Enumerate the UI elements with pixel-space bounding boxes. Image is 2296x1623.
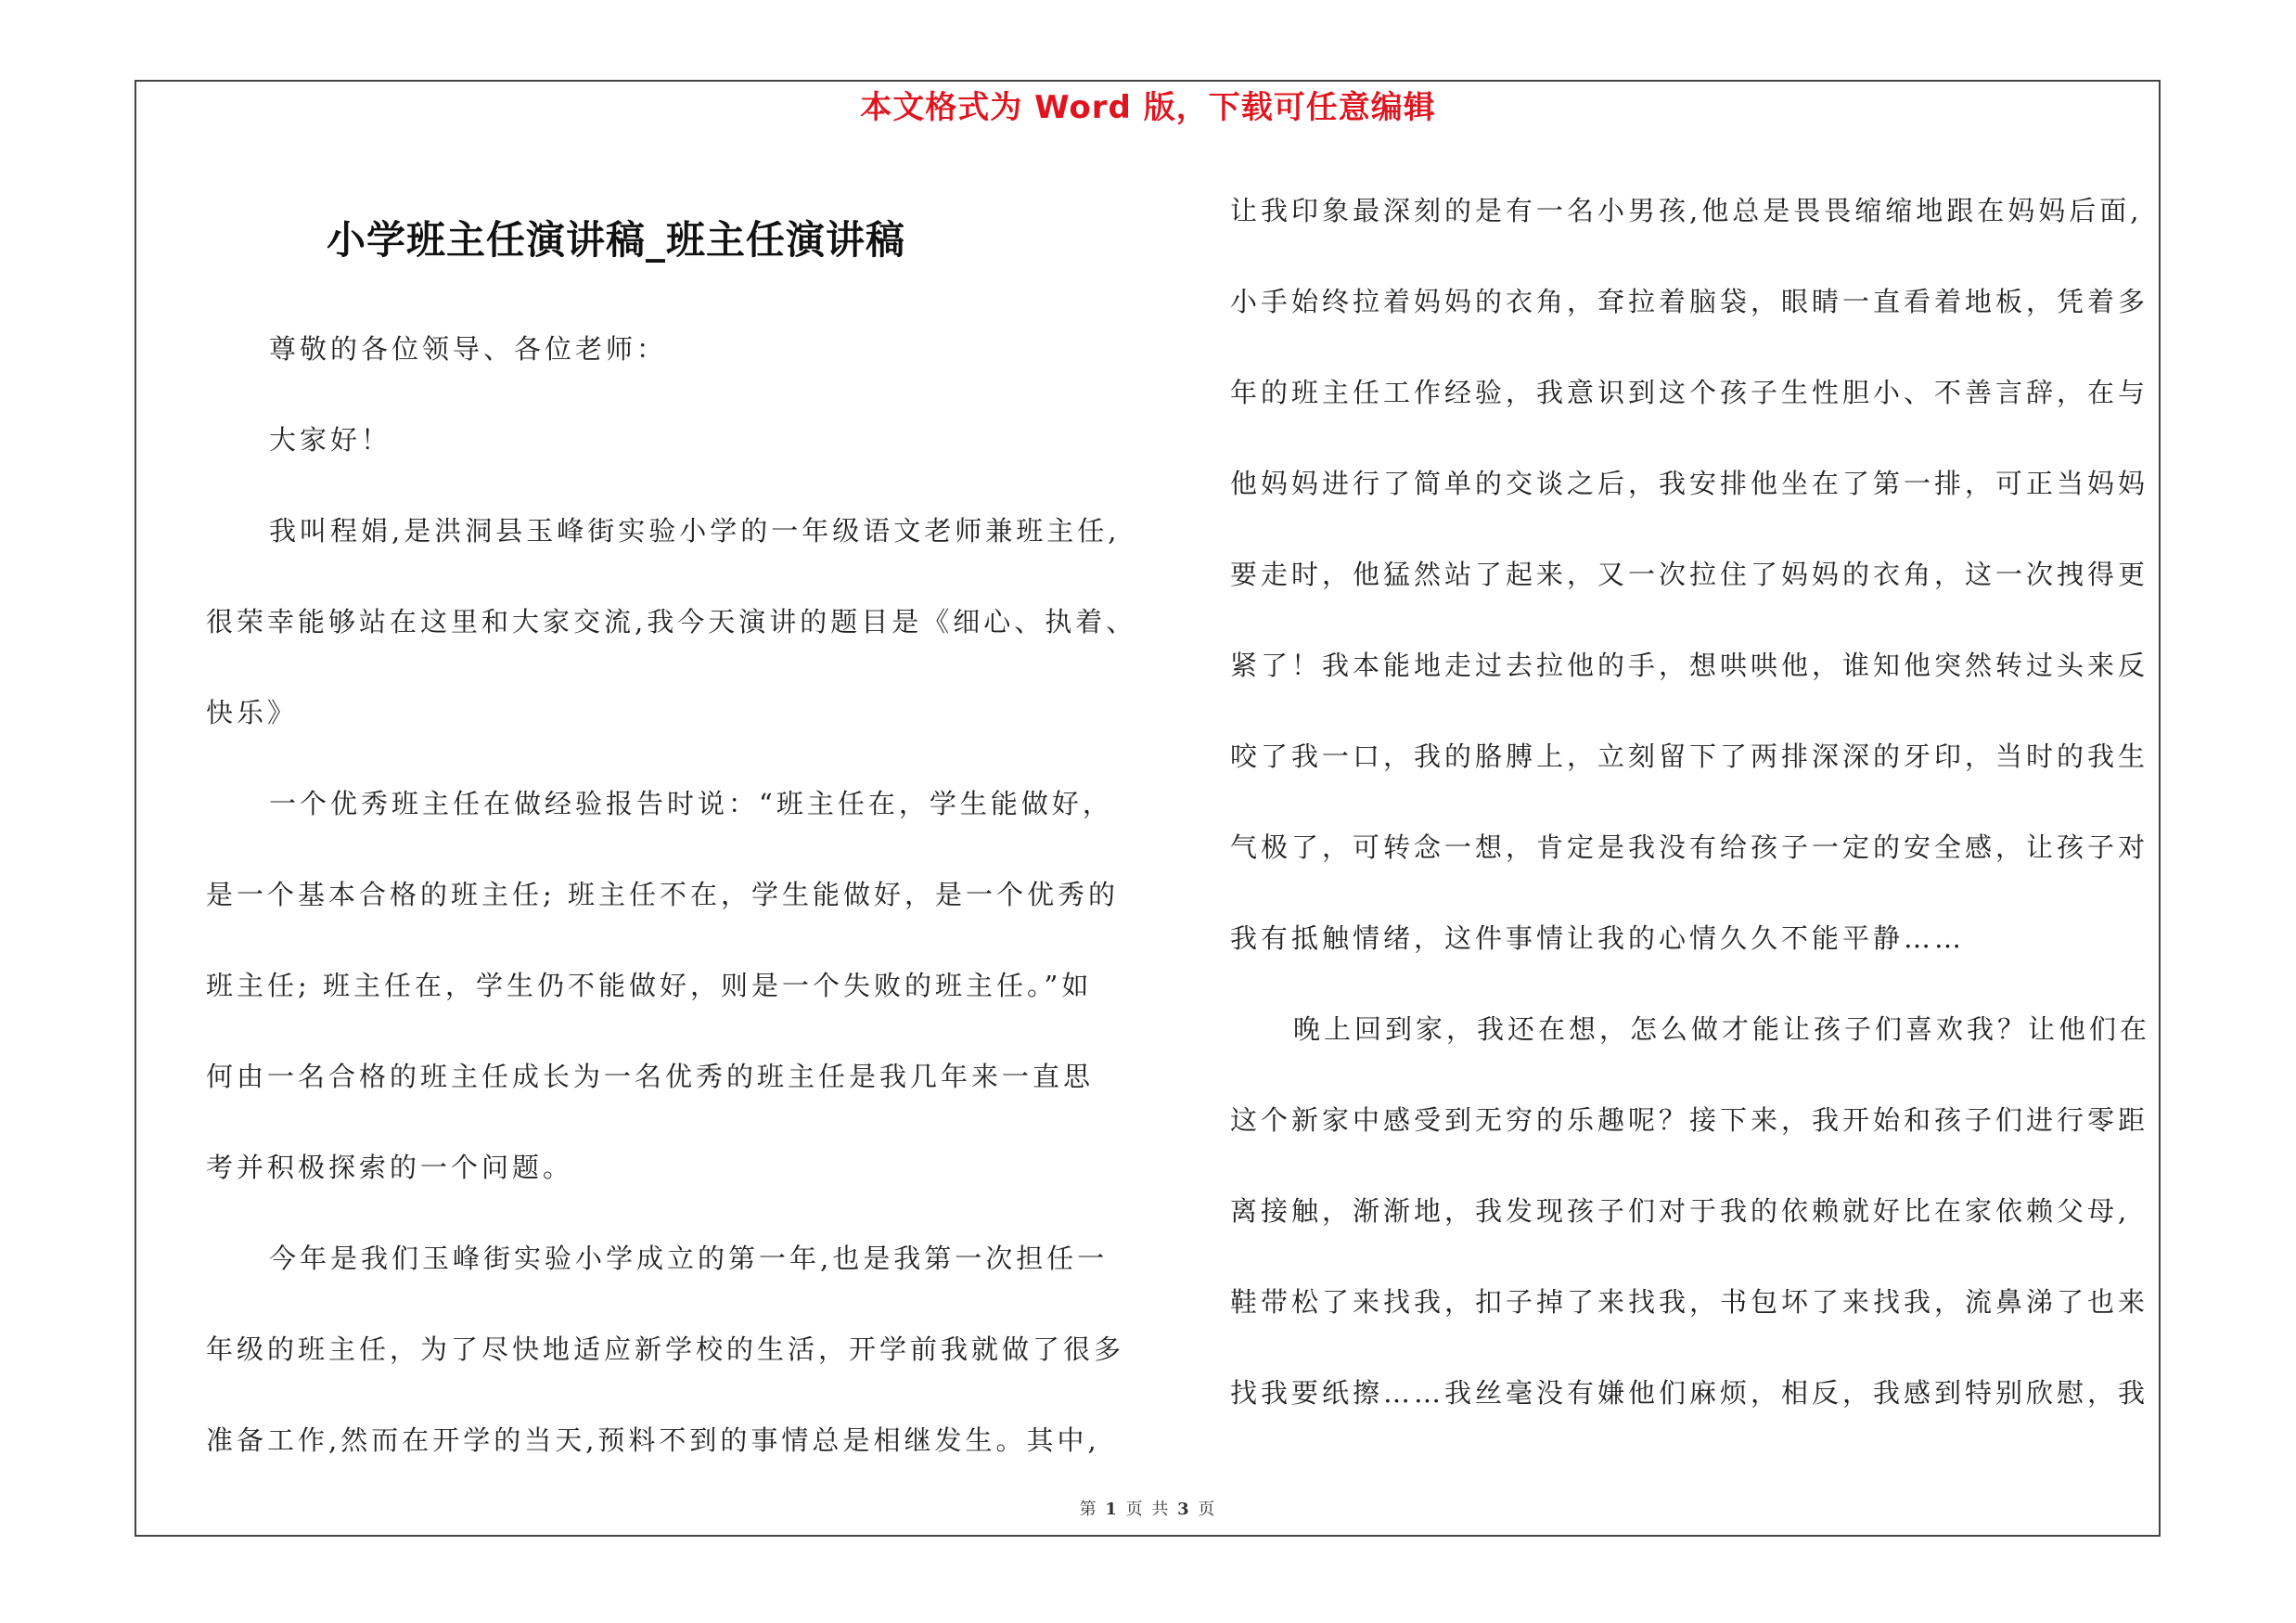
footer-suffix: 页 [1198,1500,1217,1519]
text-line: 我叫程娟,是洪洞县玉峰街实验小学的一年级语文老师兼班主任, [269,515,1121,547]
text-line: 我有抵触情绪，这件事情让我的心情久久不能平静…… [1230,922,1966,954]
footer-current-page: 1 [1105,1500,1119,1519]
text-line: 一个优秀班主任在做经验报告时说：“班主任在，学生能做好， [269,788,1113,819]
text-line: 小手始终拉着妈妈的衣角，耷拉着脑袋，眼睛一直看着地板，凭着多 [1230,286,2149,317]
text-line: 鞋带松了来找我，扣子掉了来找我，书包坏了来找我，流鼻涕了也来 [1230,1286,2149,1318]
text-line: 大家好！ [269,424,392,456]
text-line: 今年是我们玉峰街实验小学成立的第一年,也是我第一次担任一 [269,1243,1109,1274]
text-line: 找我要纸擦……我丝毫没有嫌他们麻烦，相反，我感到特别欣慰，我 [1230,1377,2149,1409]
text-line: 班主任; 班主任在，学生仍不能做好，则是一个失败的班主任。”如 [206,970,1093,1001]
text-line: 要走时，他猛然站了起来，又一次拉住了妈妈的衣角，这一次拽得更 [1230,559,2149,590]
text-line: 年的班主任工作经验，我意识到这个孩子生性胆小、不善言辞，在与 [1230,377,2149,408]
page-footer [0,1496,2296,1520]
text-line: 快乐》 [206,697,299,728]
text-line: 紧了！我本能地走过去拉他的手，想哄哄他，谁知他突然转过头来反 [1230,650,2149,681]
footer-prefix: 第 [1079,1500,1098,1519]
text-line: 尊敬的各位领导、各位老师： [269,333,668,365]
text-line: 晚上回到家，我还在想，怎么做才能让孩子们喜欢我？让他们在 [1293,1013,2151,1045]
text-line: 准备工作,然而在开学的当天,预料不到的事情总是相继发生。其中, [206,1424,1100,1456]
text-line: 离接触，渐渐地，我发现孩子们对于我的依赖就好比在家依赖父母, [1230,1195,2131,1227]
text-line: 考并积极探索的一个问题。 [206,1152,574,1183]
text-line: 气极了，可转念一想，肯定是我没有给孩子一定的安全感，让孩子对 [1230,831,2149,863]
text-line: 这个新家中感受到无穷的乐趣呢？接下来，我开始和孩子们进行零距 [1230,1104,2149,1136]
text-line: 让我印象最深刻的是有一名小男孩,他总是畏畏缩缩地跟在妈妈后面, [1230,195,2143,226]
footer-total-pages: 3 [1177,1500,1191,1519]
text-line: 他妈妈进行了简单的交谈之后，我安排他坐在了第一排，可正当妈妈 [1230,468,2149,499]
left-column [206,303,1136,1486]
text-line: 很荣幸能够站在这里和大家交流,我今天演讲的题目是《细心、执着、 [206,606,1137,638]
document-title: 小学班主任演讲稿_班主任演讲稿 [327,217,906,263]
right-column [1230,165,2150,1438]
word-format-banner: 本文格式为 Word 版，下载可任意编辑 [860,89,1436,126]
text-line: 是一个基本合格的班主任; 班主任不在，学生能做好，是一个优秀的 [206,879,1119,910]
footer-middle: 页 共 [1125,1500,1171,1519]
text-line: 咬了我一口，我的胳膊上，立刻留下了两排深深的牙印，当时的我生 [1230,741,2149,772]
text-line: 何由一名合格的班主任成长为一名优秀的班主任是我几年来一直思 [206,1061,1095,1092]
text-line: 年级的班主任，为了尽快地适应新学校的生活，开学前我就做了很多 [206,1333,1125,1365]
